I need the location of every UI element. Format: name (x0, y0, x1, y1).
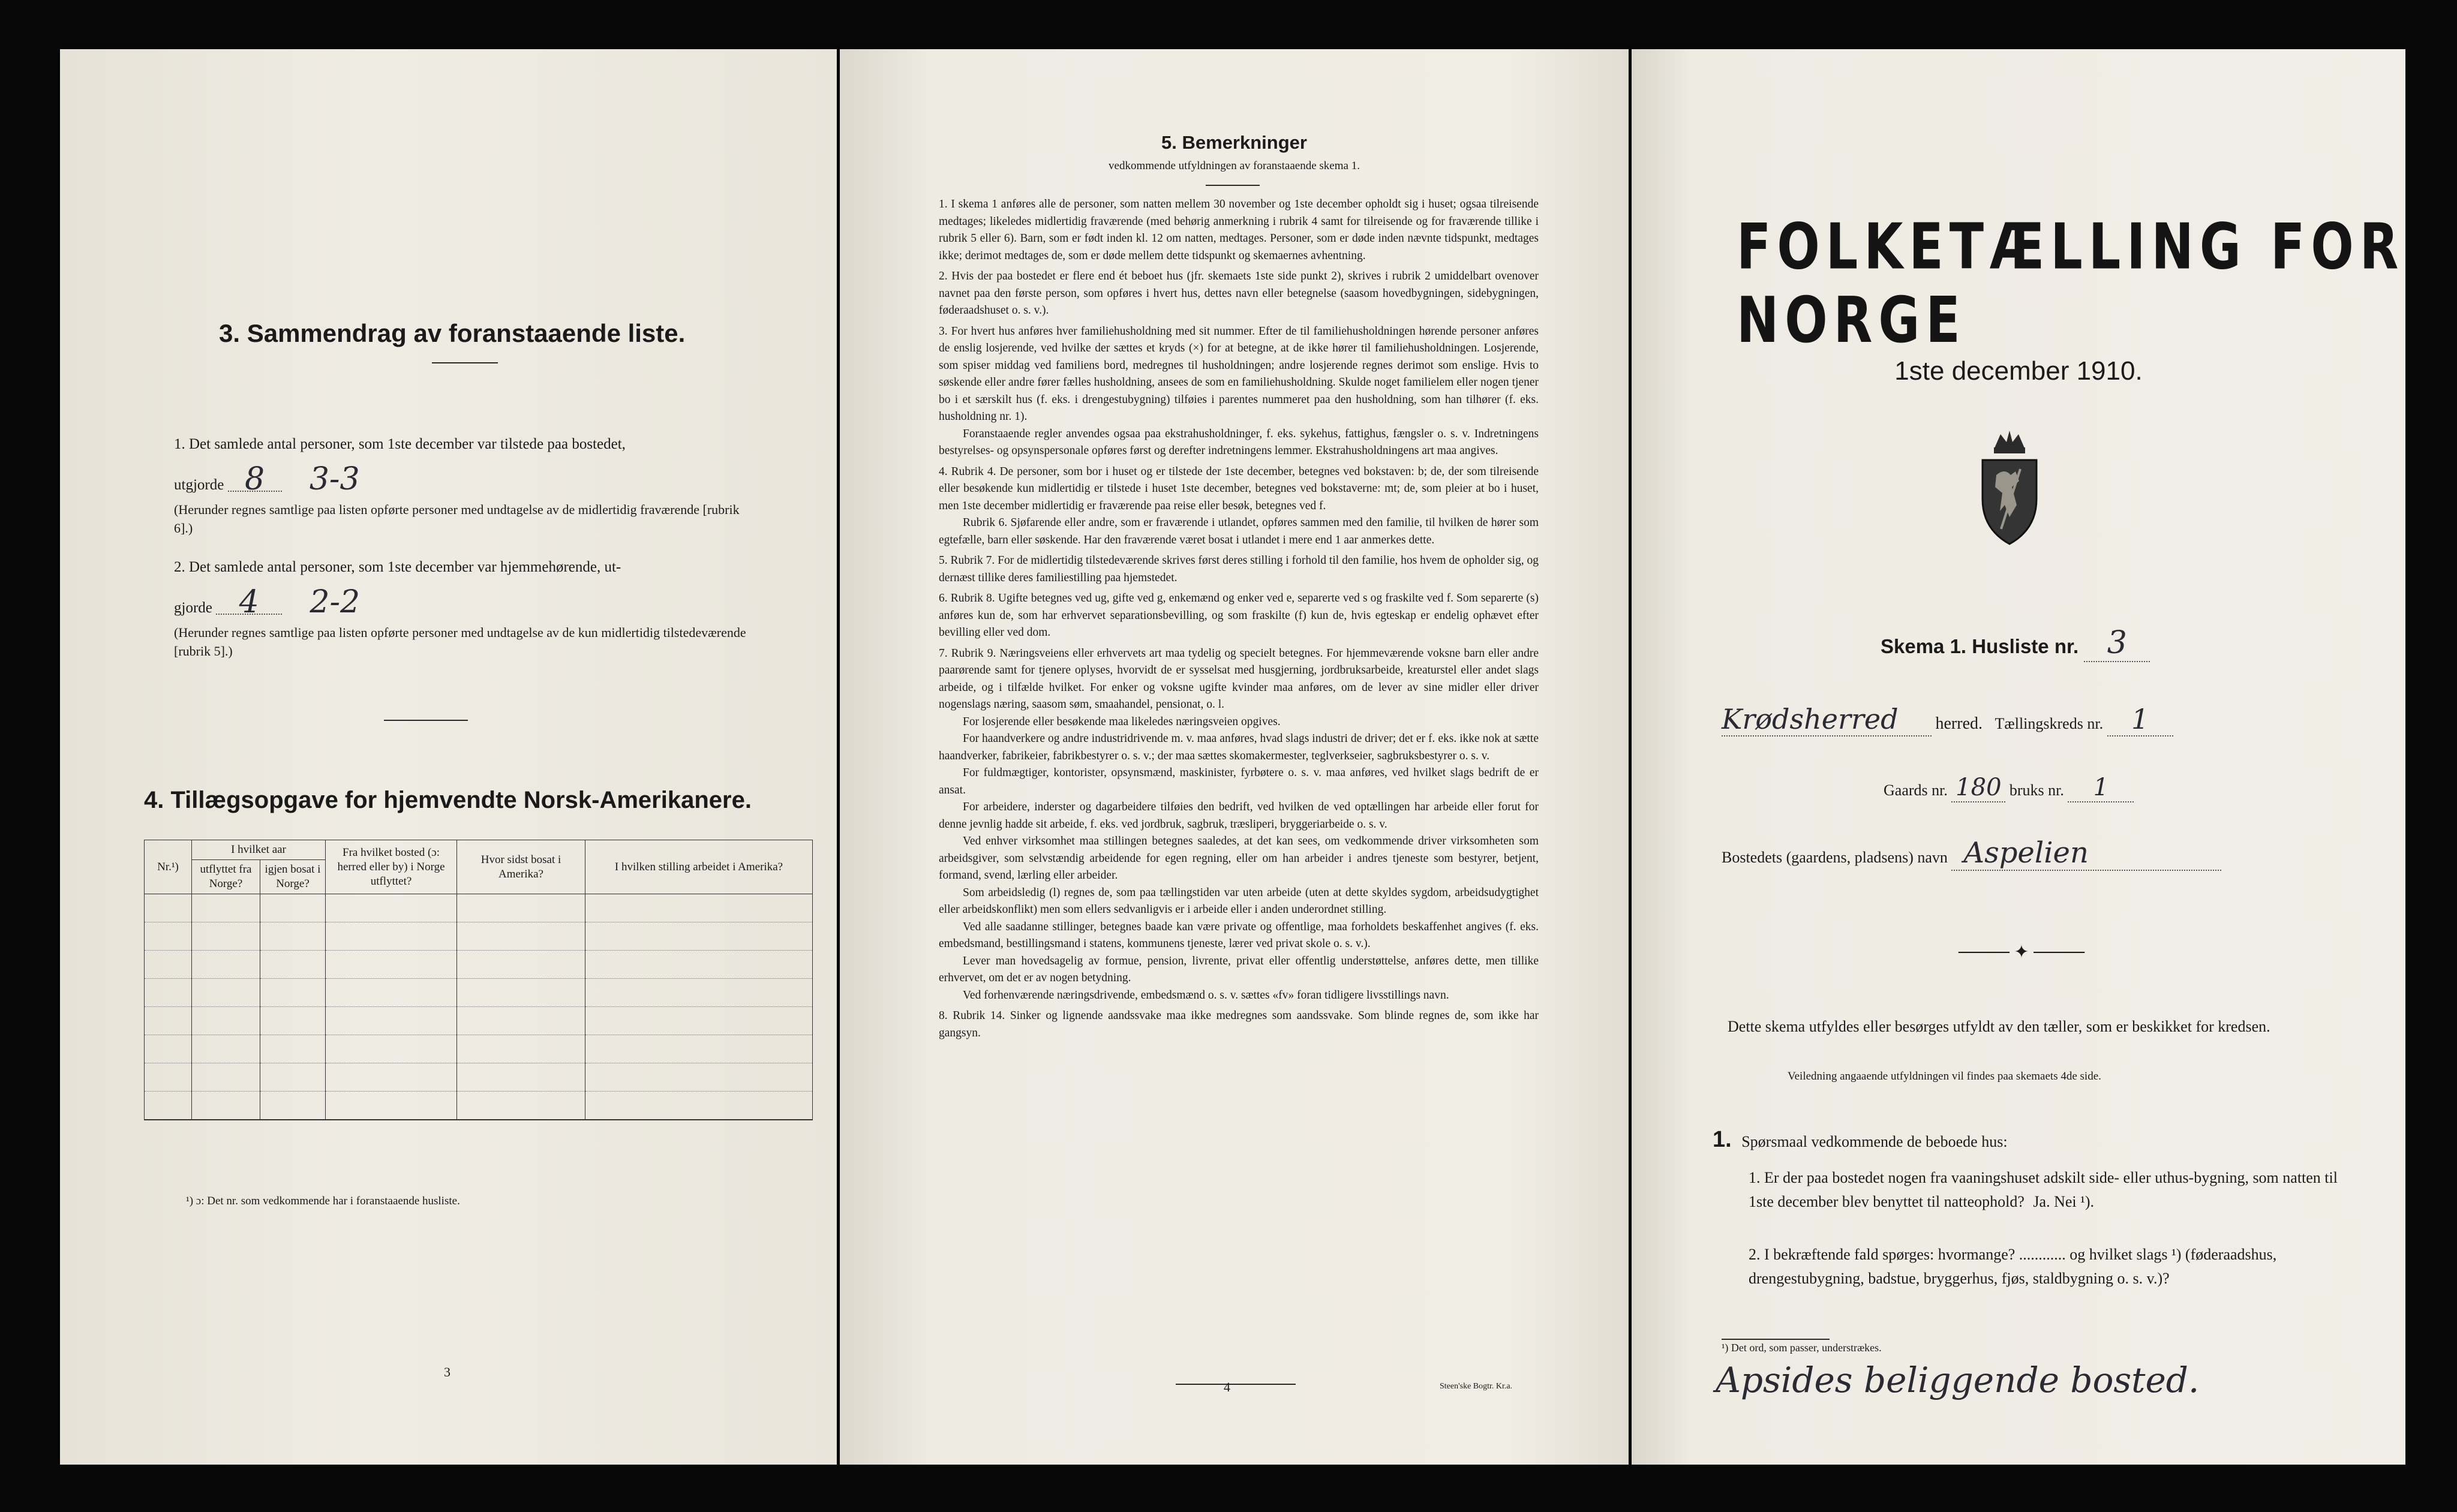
page-number: 4 (1224, 1379, 1230, 1394)
table-row (145, 1007, 813, 1035)
husliste-nr: 3 (2084, 625, 2150, 662)
remark-item: 7. Rubrik 9. Næringsveiens eller erhvervets art maa tydelig og specielt betegnes. For hjemmeværende voksne barn eller andre paarørende samt for tjenere oplyses, hvorvidt de er sysselsat med husgjerning, jordbruksarbeide, kreaturstel eller andet slags arbeide, og i tilfælde hvilket. For enker og voksne ugifte kvinder maa anføres, om de lever av sine midler eller driver nogenslags næring, saasom søm, smaahandel, pensionat, o. l. (939, 647, 1539, 711)
remark-item: Ved alle saadanne stillinger, betegnes baade kan være private og offentlige, maa forholdets beskaffenhet angives (f. eks. embedsmand, bestillingsmand i statens, kommunens tjeneste, lærer ved privat skole o. s. v.). (939, 920, 1539, 950)
item2-value-extra: 2-2 (310, 584, 361, 620)
remark-item: 3. For hvert hus anføres hver familiehusholdning med sit nummer. Efter de til familiehusholdningen hørende personer anføres de enslig losjerende, ved hvilke der sættes et kryds (×) for at betegne, at de ikke hører til familiehusholdningen. Losjerende, som spiser middag ved familiens bord, medregnes til husholdningen; andre losjerende regnes derimot som enslige. Hvis to søskende eller andre fører fælles husholdning, ansees de som en familiehusholdning. Skulde noget familielem eller nogen tjener bo i et særskilt hus (f. eks. i drengestubygning) tilføies i parentes nummeret paa den husholdning, som han tilhører (f. eks. husholdning nr. 1). (939, 324, 1539, 423)
item2 (174, 556, 774, 660)
ornament-divider: ──── ✦ ──── (1958, 942, 2085, 962)
schema-label (1881, 625, 2150, 662)
question-1-text: 1. Er der paa bostedet nogen fra vaaningshuset adskilt side- eller uthus-bygning, som natten til 1ste december blev benyttet til natteophold? (1749, 1169, 2338, 1210)
item1-note: (Herunder regnes samtlige paa listen opførte personer med undtagelse av de midlertidig fraværende [rubrik 6].) (174, 502, 740, 536)
section3-title: 3. Sammendrag av foranstaaende liste. (219, 319, 686, 347)
remark-item: For fuldmægtiger, kontorister, opsynsmænd, maskinister, fyrbøtere o. s. v. maa anføres, ved hvilket slags bedrift de er ansat. (939, 766, 1539, 796)
col-fra: Fra hvilket bosted (ɔ: herred eller by) i Norge utflyttet? (326, 840, 457, 894)
remark-item: 4. Rubrik 4. De personer, som bor i huset og er tilstede der 1ste december, betegnes ved bokstaven: b; de, der som tilreisende eller besøkende kun midlertidig er tilstede i huset 1ste december, betegnes ved bokstaverne: mt; de, som pleier at bo i huset, men 1ste december midlertidig er fraværende paa reise eller besøk, betegnes ved f. (939, 465, 1539, 512)
item1-value-extra: 3-3 (309, 461, 360, 497)
remarks-subtitle: vedkommende utfyldningen av foranstaaende skema 1. (1109, 160, 1360, 172)
col-nr: Nr.¹) (145, 840, 192, 894)
question-1-answer: Ja. Nei ¹). (2033, 1193, 2095, 1210)
herred-value: Krødsherred (1722, 703, 1932, 737)
remark-item: For losjerende eller besøkende maa likeledes næringsveien opgives. (963, 715, 1281, 728)
schema-label-text: Skema 1. Husliste nr. (1881, 635, 2079, 657)
item1-label: utgjorde (174, 477, 224, 493)
bruks-label: bruks nr. (2009, 781, 2064, 799)
page-middle (840, 49, 1629, 1465)
remark-item: 2. Hvis der paa bostedet er flere end ét beboet hus (jfr. skemaets 1ste side punkt 2), skrives i rubrik 2 umiddelbart ovenover navnet paa den første person, som opføres i hvert hus, dettes navn eller betegnelse (saasom hovedbygningen, sidebygningen, føderaadshuset o. s. v.). (939, 270, 1539, 317)
item1 (174, 433, 774, 537)
col-utflyttet: utflyttet fra Norge? (192, 860, 260, 894)
bosted-row (1722, 836, 2221, 871)
divider (384, 720, 468, 721)
remark-item: Ved enhver virksomhet maa stillingen betegnes saaledes, at det kan sees, om vedkommende driver virksomheten som arbeidsgiver, som selvstændig arbeidende for egen regning, eller om han arbeider i andres tjeneste som bestyrer, betjent, formand, svend, lærling eller arbeider. (939, 835, 1539, 882)
remark-item: For arbeidere, inderster og dagarbeidere tilføies den bedrift, ved hvilken de ved optællingen har arbeide eller forut for denne jevnlig hadde sit arbeide, f. eks. ved jordbruk, sagbruk, træsliperi, bryggeriarbeide o. s. v. (939, 801, 1539, 831)
instruction: Dette skema utfyldes eller besørges utfyldt av den tæller, som er beskikket for kredsen. (1728, 1018, 2270, 1035)
table-row (145, 979, 813, 1007)
col-group-aar: I hvilket aar (192, 840, 326, 860)
remark-item: 5. Rubrik 7. For de midlertidig tilstedeværende skrives først deres stilling i forhold til den familie, hos hvem de opholder sig, og dernæst tillike deres familiestilling paa hjemstedet. (939, 554, 1539, 584)
page-left (60, 49, 837, 1465)
table-row (145, 922, 813, 951)
table-row (145, 1063, 813, 1092)
footnote: ¹) Det ord, som passer, understrækes. (1722, 1342, 1882, 1354)
remark-item: Rubrik 6. Sjøfarende eller andre, som er fraværende i utlandet, opføres sammen med den familie, til hvilken de hører som egtefælle, barn eller søskende. Har den fraværende været bosat i utlandet i mere end 1 aar anmerkes dette. (939, 516, 1539, 546)
remarks-list (939, 196, 1539, 1042)
printer-mark: Steen'ske Bogtr. Kr.a. (1440, 1382, 1513, 1391)
table-row (145, 951, 813, 979)
coat-of-arms-icon (1968, 427, 2051, 547)
gaards-row (1884, 774, 2134, 802)
footnote: ¹) ɔ: Det nr. som vedkommende har i foranstaaende husliste. (186, 1195, 460, 1207)
remark-item: For haandverkere og andre industridrivende m. v. maa anføres, hvad slags industri de driver; det er f. eks. ikke nok at sætte haandverker, fabrikeier, fabrikbestyrer o. s. v.; der maa sættes skomakermester, teglverkseier, sagbruksbestyrer o. s. v. (939, 732, 1539, 762)
divider (1722, 1339, 1830, 1340)
remark-item: 1. I skema 1 anføres alle de personer, som natten mellem 30 november og 1ste december opholdt sig i huset; ogsaa tilreisende medtages; likeledes midlertidig fraværende (med behørig anmerkning i rubrik 4 samt for tilreisende og for fraværende tillike i rubrik 5 eller 6). Barn, som er født inden kl. 12 om natten, medtages. Personer, som er døde inden nævnte tidspunkt, medtages ikke; derimot medtages de, som er døde mellem dette tidspunkt og skemaernes avhentning. (939, 198, 1539, 262)
col-stilling: I hvilken stilling arbeidet i Amerika? (585, 840, 813, 894)
question-heading (1713, 1128, 2008, 1154)
remark-item: 8. Rubrik 14. Sinker og lignende aandssvake maa ikke medregnes som aandssvake. Som blinde regnes de, som ikke har gangsyn. (939, 1009, 1539, 1039)
question-2: 2. I bekræftende fald spørges: hvormange? ............ og hvilket slags ¹) (føderaadshus, drengestubygning, badstue, bryggerhus, fjøs, staldbygning o. s. v.)? (1749, 1246, 2277, 1287)
col-hvor: Hvor sidst bosat i Amerika? (457, 840, 585, 894)
divider (432, 362, 498, 363)
remark-item: Foranstaaende regler anvendes ogsaa paa ekstrahusholdninger, f. eks. sykehus, fattighus, fængsler o. s. v. Indretningens bestyrelses- og opsynspersonale opføres først og derefter indretningens lemmer. Ekstrahusholdningens art maa angives. (939, 427, 1539, 457)
divider (1206, 185, 1260, 186)
remark-item: Ved forhenværende næringsdrivende, embedsmænd o. s. v. sættes «fv» foran tidligere livsstillings navn. (963, 988, 1449, 1002)
divider (1176, 1384, 1296, 1385)
item1-value: 8 (228, 468, 282, 492)
question-1 (1749, 1166, 2348, 1214)
norsk-amerikanere-table (144, 840, 813, 1120)
bruks-value: 1 (2068, 774, 2134, 802)
col-igjen: igjen bosat i Norge? (260, 860, 326, 894)
item2-label: gjorde (174, 600, 212, 616)
section4-title: 4. Tillægsopgave for hjemvendte Norsk-Amerikanere. (144, 787, 752, 813)
remark-item: Lever man hovedsagelig av formue, pension, livrente, privat eller offentlig understøttelse, anføres dette, men tillike erhvervet, om det er av nogen betydning. (939, 954, 1539, 984)
item2-value: 4 (216, 591, 282, 615)
herred-label: herred. (1935, 714, 1983, 733)
remark-item: Som arbeidsledig (l) regnes de, som paa tællingstiden var uten arbeide (uten at dette skyldes sygdom, arbeidsudygtighet eller arbeidskonflikt) men som ellers sedvanligvis er i arbeide eller i anden underordnet stilling. (939, 886, 1539, 916)
table-row (145, 1092, 813, 1120)
remarks-title: 5. Bemerkninger (1161, 132, 1307, 153)
item2-text: 2. Det samlede antal personer, som 1ste december var hjemmehørende, ut- (174, 559, 621, 575)
gaards-value: 180 (1951, 774, 2005, 802)
table-row (145, 894, 813, 922)
page-number: 3 (444, 1364, 450, 1379)
kreds-value: 1 (2107, 703, 2173, 737)
census-date: 1ste december 1910. (1894, 356, 2143, 386)
handwritten-note: Apsides beliggende bosted. (1716, 1360, 2200, 1400)
item2-note: (Herunder regnes samtlige paa listen opførte personer med undtagelse av de kun midlertidig tilstedeværende [rubrik 5].) (174, 625, 746, 659)
kreds-label: Tællingskreds nr. (1995, 715, 2104, 732)
gaards-label: Gaards nr. (1884, 781, 1948, 799)
bosted-value: Aspelien (1951, 836, 2221, 871)
question-heading-num: 1. (1713, 1127, 1732, 1152)
page-title: FOLKETÆLLING FOR NORGE (1737, 210, 2405, 357)
instruction-note: Veiledning angaaende utfyldningen vil findes paa skemaets 4de side. (1788, 1070, 2101, 1083)
item1-text: 1. Det samlede antal personer, som 1ste december var tilstede paa bostedet, (174, 436, 626, 452)
bosted-label: Bostedets (gaardens, pladsens) navn (1722, 849, 1948, 866)
herred-row (1722, 703, 2369, 737)
page-right (1632, 49, 2405, 1465)
remark-item: 6. Rubrik 8. Ugifte betegnes ved ug, gifte ved g, enkemænd og enker ved e, separerte ved s og fraskilte ved f. Som separerte (s) anføres kun de, som har erhvervet separationsbevilling, og som fraskilte (f) kun de, hvis egteskap er endelig ophævet efter bevilling eller ved dom. (939, 592, 1539, 639)
question-heading-text: Spørsmaal vedkommende de beboede hus: (1741, 1133, 2008, 1150)
table-row (145, 1035, 813, 1063)
